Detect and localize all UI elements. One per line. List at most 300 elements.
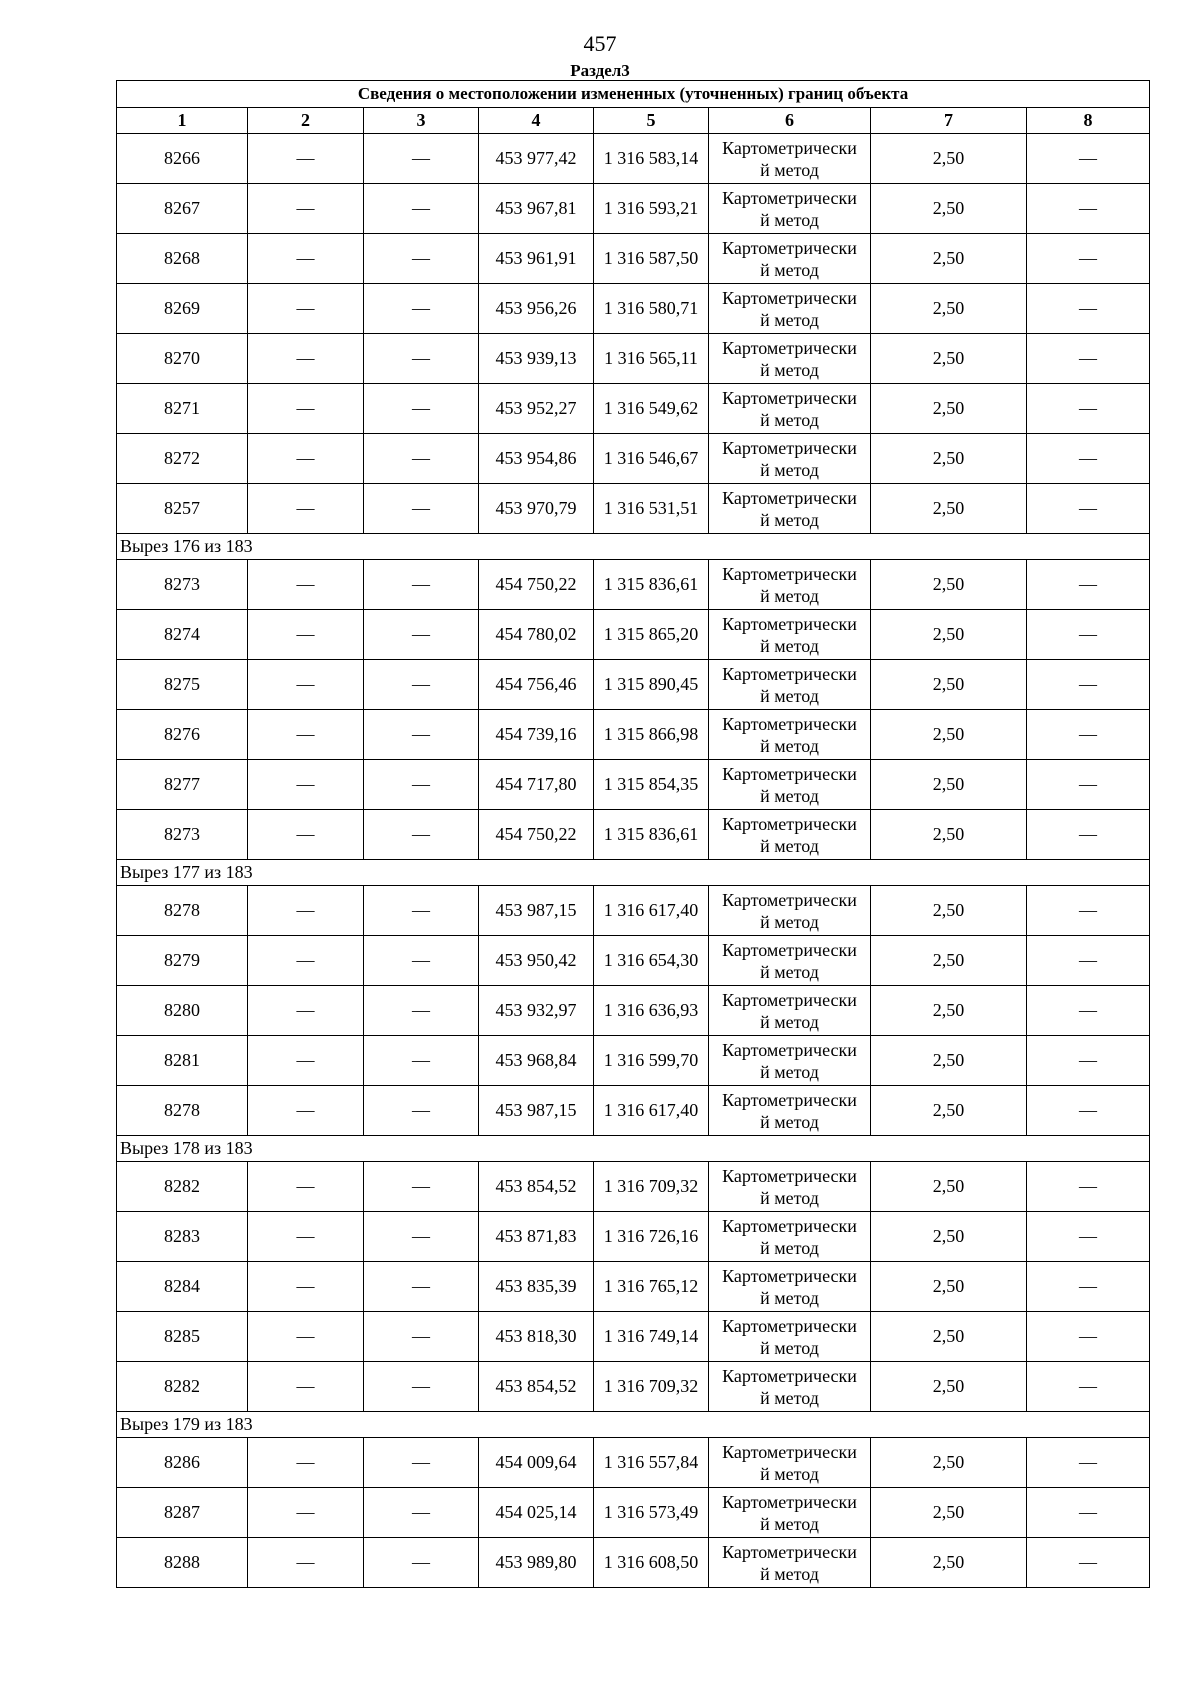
method-cell <box>709 936 871 986</box>
method-line-1: Картометрически <box>722 1089 857 1110</box>
col8-cell: — <box>1027 1086 1150 1136</box>
method-line-1: Картометрически <box>722 1265 857 1286</box>
method-cell <box>709 1312 871 1362</box>
col3-cell: — <box>364 710 479 760</box>
table-row <box>117 1212 1150 1262</box>
y-coordinate-cell: 1 316 573,49 <box>594 1488 709 1538</box>
method-line-2: й метод <box>760 259 819 280</box>
accuracy-cell: 2,50 <box>871 134 1027 184</box>
method-line-1: Картометрически <box>722 487 857 508</box>
y-coordinate-cell: 1 316 726,16 <box>594 1212 709 1262</box>
point-number-cell: 8286 <box>117 1438 248 1488</box>
x-coordinate-cell: 453 956,26 <box>479 284 594 334</box>
col3-cell: — <box>364 1312 479 1362</box>
point-number-cell: 8267 <box>117 184 248 234</box>
method-line-2: й метод <box>760 1563 819 1584</box>
method-line-1: Картометрически <box>722 437 857 458</box>
method-line-2: й метод <box>760 309 819 330</box>
method-line-1: Картометрически <box>722 763 857 784</box>
table-row <box>117 434 1150 484</box>
col2-cell: — <box>248 1086 364 1136</box>
method-line-2: й метод <box>760 685 819 706</box>
table-row <box>117 1438 1150 1488</box>
method-line-1: Картометрически <box>722 1441 857 1462</box>
y-coordinate-cell: 1 316 608,50 <box>594 1538 709 1588</box>
table-row <box>117 986 1150 1036</box>
col2-cell: — <box>248 560 364 610</box>
method-cell <box>709 986 871 1036</box>
col3-cell: — <box>364 1362 479 1412</box>
col8-cell: — <box>1027 1312 1150 1362</box>
col8-cell: — <box>1027 1488 1150 1538</box>
col8-cell: — <box>1027 936 1150 986</box>
col3-cell: — <box>364 1538 479 1588</box>
point-number-cell: 8282 <box>117 1362 248 1412</box>
col2-cell: — <box>248 660 364 710</box>
col2-cell: — <box>248 760 364 810</box>
point-number-cell: 8278 <box>117 1086 248 1136</box>
col2-cell: — <box>248 1212 364 1262</box>
method-line-1: Картометрически <box>722 1541 857 1562</box>
x-coordinate-cell: 454 025,14 <box>479 1488 594 1538</box>
col2-cell: — <box>248 1312 364 1362</box>
cut-section-row <box>117 534 1150 560</box>
col3-cell: — <box>364 560 479 610</box>
accuracy-cell: 2,50 <box>871 810 1027 860</box>
method-line-1: Картометрически <box>722 1491 857 1512</box>
method-line-2: й метод <box>760 359 819 380</box>
method-line-1: Картометрически <box>722 713 857 734</box>
table-row <box>117 334 1150 384</box>
col2-cell: — <box>248 1262 364 1312</box>
table-row <box>117 1036 1150 1086</box>
y-coordinate-cell: 1 316 557,84 <box>594 1438 709 1488</box>
method-line-1: Картометрически <box>722 287 857 308</box>
y-coordinate-cell: 1 316 654,30 <box>594 936 709 986</box>
point-number-cell: 8280 <box>117 986 248 1036</box>
point-number-cell: 8273 <box>117 810 248 860</box>
method-line-2: й метод <box>760 735 819 756</box>
point-number-cell: 8284 <box>117 1262 248 1312</box>
method-line-1: Картометрически <box>722 1039 857 1060</box>
accuracy-cell: 2,50 <box>871 484 1027 534</box>
col3-cell: — <box>364 610 479 660</box>
coordinates-table <box>116 80 1150 1588</box>
point-number-cell: 8275 <box>117 660 248 710</box>
accuracy-cell: 2,50 <box>871 334 1027 384</box>
table-caption-row <box>117 81 1150 108</box>
col8-cell: — <box>1027 284 1150 334</box>
x-coordinate-cell: 453 871,83 <box>479 1212 594 1262</box>
accuracy-cell: 2,50 <box>871 1036 1027 1086</box>
col2-cell: — <box>248 1362 364 1412</box>
accuracy-cell: 2,50 <box>871 1162 1027 1212</box>
y-coordinate-cell: 1 316 531,51 <box>594 484 709 534</box>
accuracy-cell: 2,50 <box>871 234 1027 284</box>
method-line-2: й метод <box>760 1463 819 1484</box>
method-cell <box>709 810 871 860</box>
accuracy-cell: 2,50 <box>871 1438 1027 1488</box>
col2-cell: — <box>248 484 364 534</box>
x-coordinate-cell: 453 968,84 <box>479 1036 594 1086</box>
col8-cell: — <box>1027 886 1150 936</box>
col8-cell: — <box>1027 1362 1150 1412</box>
y-coordinate-cell: 1 316 617,40 <box>594 886 709 936</box>
method-cell <box>709 134 871 184</box>
y-coordinate-cell: 1 316 580,71 <box>594 284 709 334</box>
col2-cell: — <box>248 1438 364 1488</box>
x-coordinate-cell: 453 950,42 <box>479 936 594 986</box>
method-line-2: й метод <box>760 1337 819 1358</box>
y-coordinate-cell: 1 315 836,61 <box>594 560 709 610</box>
col2-cell: — <box>248 710 364 760</box>
col3-cell: — <box>364 986 479 1036</box>
method-cell <box>709 384 871 434</box>
method-cell <box>709 610 871 660</box>
accuracy-cell: 2,50 <box>871 886 1027 936</box>
column-header-3: 3 <box>364 108 479 134</box>
method-line-1: Картометрически <box>722 337 857 358</box>
y-coordinate-cell: 1 316 593,21 <box>594 184 709 234</box>
col3-cell: — <box>364 184 479 234</box>
column-header-6: 6 <box>709 108 871 134</box>
col8-cell: — <box>1027 334 1150 384</box>
table-row <box>117 1312 1150 1362</box>
point-number-cell: 8272 <box>117 434 248 484</box>
col8-cell: — <box>1027 484 1150 534</box>
table-row <box>117 660 1150 710</box>
method-line-2: й метод <box>760 1187 819 1208</box>
x-coordinate-cell: 453 987,15 <box>479 886 594 936</box>
col8-cell: — <box>1027 560 1150 610</box>
column-header-row <box>117 108 1150 134</box>
y-coordinate-cell: 1 316 565,11 <box>594 334 709 384</box>
accuracy-cell: 2,50 <box>871 1262 1027 1312</box>
col2-cell: — <box>248 334 364 384</box>
point-number-cell: 8270 <box>117 334 248 384</box>
col3-cell: — <box>364 886 479 936</box>
col2-cell: — <box>248 610 364 660</box>
method-line-2: й метод <box>760 459 819 480</box>
col8-cell: — <box>1027 1262 1150 1312</box>
col2-cell: — <box>248 1036 364 1086</box>
col8-cell: — <box>1027 710 1150 760</box>
accuracy-cell: 2,50 <box>871 434 1027 484</box>
x-coordinate-cell: 453 989,80 <box>479 1538 594 1588</box>
method-line-2: й метод <box>760 835 819 856</box>
method-line-1: Картометрически <box>722 1315 857 1336</box>
point-number-cell: 8276 <box>117 710 248 760</box>
col3-cell: — <box>364 1162 479 1212</box>
accuracy-cell: 2,50 <box>871 1086 1027 1136</box>
method-line-1: Картометрически <box>722 1365 857 1386</box>
col8-cell: — <box>1027 1162 1150 1212</box>
x-coordinate-cell: 453 987,15 <box>479 1086 594 1136</box>
col3-cell: — <box>364 134 479 184</box>
method-line-1: Картометрически <box>722 813 857 834</box>
col2-cell: — <box>248 284 364 334</box>
method-line-1: Картометрически <box>722 1165 857 1186</box>
cut-section-row <box>117 1412 1150 1438</box>
col3-cell: — <box>364 1086 479 1136</box>
method-cell <box>709 1262 871 1312</box>
table-row <box>117 1488 1150 1538</box>
method-line-2: й метод <box>760 209 819 230</box>
method-cell <box>709 1212 871 1262</box>
method-line-1: Картометрически <box>722 889 857 910</box>
table-row <box>117 234 1150 284</box>
col2-cell: — <box>248 234 364 284</box>
method-line-1: Картометрически <box>722 187 857 208</box>
x-coordinate-cell: 454 750,22 <box>479 560 594 610</box>
table-row <box>117 936 1150 986</box>
method-line-1: Картометрически <box>722 989 857 1010</box>
accuracy-cell: 2,50 <box>871 936 1027 986</box>
method-cell <box>709 1538 871 1588</box>
x-coordinate-cell: 453 970,79 <box>479 484 594 534</box>
point-number-cell: 8288 <box>117 1538 248 1588</box>
col8-cell: — <box>1027 134 1150 184</box>
col8-cell: — <box>1027 384 1150 434</box>
col8-cell: — <box>1027 434 1150 484</box>
col3-cell: — <box>364 760 479 810</box>
y-coordinate-cell: 1 316 587,50 <box>594 234 709 284</box>
method-cell <box>709 560 871 610</box>
col2-cell: — <box>248 886 364 936</box>
table-body <box>117 134 1150 1588</box>
accuracy-cell: 2,50 <box>871 560 1027 610</box>
cut-section-label: Вырез 178 из 183 <box>117 1136 1150 1162</box>
point-number-cell: 8287 <box>117 1488 248 1538</box>
method-cell <box>709 184 871 234</box>
accuracy-cell: 2,50 <box>871 760 1027 810</box>
accuracy-cell: 2,50 <box>871 1538 1027 1588</box>
point-number-cell: 8271 <box>117 384 248 434</box>
y-coordinate-cell: 1 316 583,14 <box>594 134 709 184</box>
col2-cell: — <box>248 384 364 434</box>
y-coordinate-cell: 1 316 549,62 <box>594 384 709 434</box>
method-line-1: Картометрически <box>722 663 857 684</box>
method-line-2: й метод <box>760 635 819 656</box>
col8-cell: — <box>1027 810 1150 860</box>
method-line-1: Картометрически <box>722 563 857 584</box>
method-line-2: й метод <box>760 961 819 982</box>
method-line-2: й метод <box>760 585 819 606</box>
method-line-1: Картометрически <box>722 613 857 634</box>
x-coordinate-cell: 453 835,39 <box>479 1262 594 1312</box>
table-row <box>117 1538 1150 1588</box>
x-coordinate-cell: 454 756,46 <box>479 660 594 710</box>
col3-cell: — <box>364 1262 479 1312</box>
method-line-1: Картометрически <box>722 137 857 158</box>
method-line-2: й метод <box>760 1387 819 1408</box>
method-cell <box>709 660 871 710</box>
column-header-8: 8 <box>1027 108 1150 134</box>
table-row <box>117 1162 1150 1212</box>
method-cell <box>709 434 871 484</box>
method-cell <box>709 760 871 810</box>
x-coordinate-cell: 453 954,86 <box>479 434 594 484</box>
accuracy-cell: 2,50 <box>871 710 1027 760</box>
table-row <box>117 1362 1150 1412</box>
col8-cell: — <box>1027 986 1150 1036</box>
y-coordinate-cell: 1 316 709,32 <box>594 1162 709 1212</box>
method-line-2: й метод <box>760 785 819 806</box>
table-row <box>117 810 1150 860</box>
table-row <box>117 284 1150 334</box>
table-row <box>117 1086 1150 1136</box>
accuracy-cell: 2,50 <box>871 384 1027 434</box>
method-cell <box>709 1036 871 1086</box>
x-coordinate-cell: 454 739,16 <box>479 710 594 760</box>
col2-cell: — <box>248 810 364 860</box>
column-header-2: 2 <box>248 108 364 134</box>
point-number-cell: 8273 <box>117 560 248 610</box>
cut-section-row <box>117 1136 1150 1162</box>
accuracy-cell: 2,50 <box>871 1362 1027 1412</box>
cut-section-label: Вырез 176 из 183 <box>117 534 1150 560</box>
point-number-cell: 8279 <box>117 936 248 986</box>
x-coordinate-cell: 453 967,81 <box>479 184 594 234</box>
point-number-cell: 8281 <box>117 1036 248 1086</box>
point-number-cell: 8283 <box>117 1212 248 1262</box>
point-number-cell: 8285 <box>117 1312 248 1362</box>
col2-cell: — <box>248 184 364 234</box>
method-line-2: й метод <box>760 1111 819 1132</box>
table-row <box>117 1262 1150 1312</box>
col2-cell: — <box>248 986 364 1036</box>
y-coordinate-cell: 1 316 617,40 <box>594 1086 709 1136</box>
accuracy-cell: 2,50 <box>871 284 1027 334</box>
y-coordinate-cell: 1 315 866,98 <box>594 710 709 760</box>
method-cell <box>709 1162 871 1212</box>
point-number-cell: 8257 <box>117 484 248 534</box>
column-header-1: 1 <box>117 108 248 134</box>
accuracy-cell: 2,50 <box>871 986 1027 1036</box>
table-row <box>117 560 1150 610</box>
method-line-2: й метод <box>760 1237 819 1258</box>
table-row <box>117 384 1150 434</box>
accuracy-cell: 2,50 <box>871 1488 1027 1538</box>
column-header-7: 7 <box>871 108 1027 134</box>
table-row <box>117 710 1150 760</box>
method-cell <box>709 1362 871 1412</box>
method-cell <box>709 710 871 760</box>
col3-cell: — <box>364 434 479 484</box>
x-coordinate-cell: 453 961,91 <box>479 234 594 284</box>
y-coordinate-cell: 1 316 749,14 <box>594 1312 709 1362</box>
table-caption: Сведения о местоположении измененных (уточненных) границ объекта <box>117 81 1150 108</box>
y-coordinate-cell: 1 315 890,45 <box>594 660 709 710</box>
col8-cell: — <box>1027 610 1150 660</box>
y-coordinate-cell: 1 316 599,70 <box>594 1036 709 1086</box>
x-coordinate-cell: 454 009,64 <box>479 1438 594 1488</box>
method-line-1: Картометрически <box>722 387 857 408</box>
col3-cell: — <box>364 334 479 384</box>
method-cell <box>709 334 871 384</box>
col3-cell: — <box>364 234 479 284</box>
y-coordinate-cell: 1 315 854,35 <box>594 760 709 810</box>
table-row <box>117 610 1150 660</box>
method-cell <box>709 886 871 936</box>
table-row <box>117 760 1150 810</box>
point-number-cell: 8269 <box>117 284 248 334</box>
accuracy-cell: 2,50 <box>871 1212 1027 1262</box>
point-number-cell: 8268 <box>117 234 248 284</box>
y-coordinate-cell: 1 315 836,61 <box>594 810 709 860</box>
method-line-2: й метод <box>760 1287 819 1308</box>
method-cell <box>709 1488 871 1538</box>
table-row <box>117 886 1150 936</box>
col8-cell: — <box>1027 1438 1150 1488</box>
cut-section-row <box>117 860 1150 886</box>
col2-cell: — <box>248 1538 364 1588</box>
method-line-2: й метод <box>760 1513 819 1534</box>
method-line-2: й метод <box>760 911 819 932</box>
x-coordinate-cell: 453 952,27 <box>479 384 594 434</box>
x-coordinate-cell: 454 717,80 <box>479 760 594 810</box>
col8-cell: — <box>1027 660 1150 710</box>
method-line-2: й метод <box>760 409 819 430</box>
x-coordinate-cell: 453 977,42 <box>479 134 594 184</box>
method-line-1: Картометрически <box>722 939 857 960</box>
point-number-cell: 8278 <box>117 886 248 936</box>
method-cell <box>709 1438 871 1488</box>
x-coordinate-cell: 454 750,22 <box>479 810 594 860</box>
x-coordinate-cell: 453 854,52 <box>479 1362 594 1412</box>
col3-cell: — <box>364 810 479 860</box>
accuracy-cell: 2,50 <box>871 1312 1027 1362</box>
y-coordinate-cell: 1 316 636,93 <box>594 986 709 1036</box>
point-number-cell: 8277 <box>117 760 248 810</box>
col3-cell: — <box>364 936 479 986</box>
table-row <box>117 184 1150 234</box>
accuracy-cell: 2,50 <box>871 660 1027 710</box>
col8-cell: — <box>1027 184 1150 234</box>
table-row <box>117 484 1150 534</box>
col3-cell: — <box>364 1488 479 1538</box>
y-coordinate-cell: 1 315 865,20 <box>594 610 709 660</box>
x-coordinate-cell: 453 932,97 <box>479 986 594 1036</box>
col8-cell: — <box>1027 1036 1150 1086</box>
y-coordinate-cell: 1 316 709,32 <box>594 1362 709 1412</box>
col3-cell: — <box>364 1438 479 1488</box>
col8-cell: — <box>1027 234 1150 284</box>
section-title: Раздел3 <box>570 61 630 80</box>
point-number-cell: 8282 <box>117 1162 248 1212</box>
method-cell <box>709 484 871 534</box>
column-header-5: 5 <box>594 108 709 134</box>
col3-cell: — <box>364 284 479 334</box>
point-number-cell: 8274 <box>117 610 248 660</box>
col2-cell: — <box>248 1162 364 1212</box>
col3-cell: — <box>364 1212 479 1262</box>
method-line-2: й метод <box>760 1061 819 1082</box>
col2-cell: — <box>248 936 364 986</box>
column-header-4: 4 <box>479 108 594 134</box>
method-line-2: й метод <box>760 1011 819 1032</box>
table-row <box>117 134 1150 184</box>
cut-section-label: Вырез 177 из 183 <box>117 860 1150 886</box>
x-coordinate-cell: 453 854,52 <box>479 1162 594 1212</box>
y-coordinate-cell: 1 316 765,12 <box>594 1262 709 1312</box>
method-cell <box>709 284 871 334</box>
col8-cell: — <box>1027 760 1150 810</box>
x-coordinate-cell: 454 780,02 <box>479 610 594 660</box>
method-line-1: Картометрически <box>722 237 857 258</box>
accuracy-cell: 2,50 <box>871 184 1027 234</box>
page-number: 457 <box>583 31 617 56</box>
